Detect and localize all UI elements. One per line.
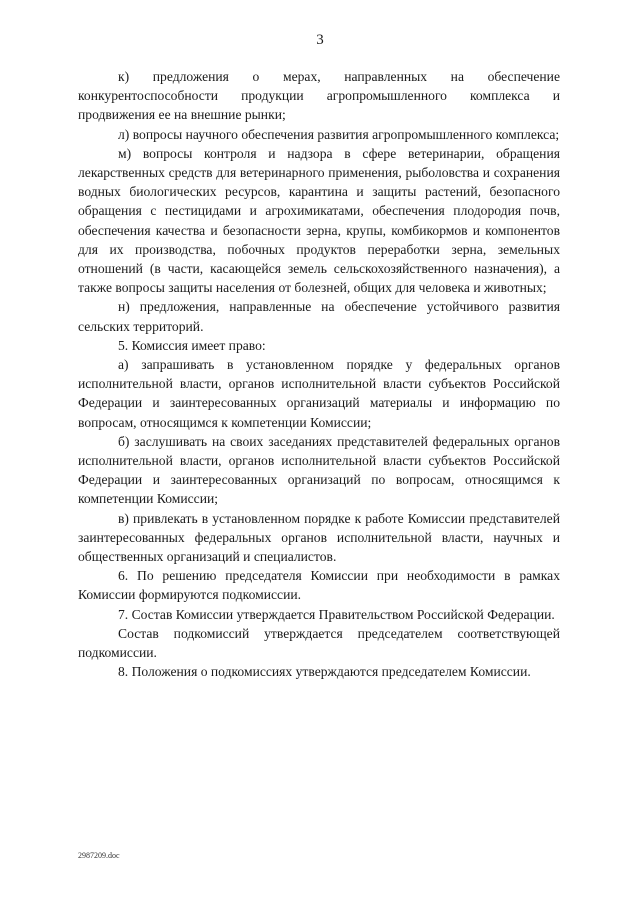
paragraph-subcommission-composition: Состав подкомиссий утверждается председателем соответствующей подкомиссии. [78, 625, 560, 661]
paragraph-n: н) предложения, направленные на обеспечение устойчивого развития сельских территорий. [78, 299, 560, 334]
paragraph-m: м) вопросы контроля и надзора в сфере ветеринарии, обращения лекарственных средств для ветеринарного применения, рыболовства и сохранения водных биологических ресурсов, карантина и защиты растений, безопасного обращения с пестицидами и агрохимикатами, обеспечения плодородия почв, обеспечения качества и безопасности зерна, крупы, комбикормов и компонентов для их производства, побочных продуктов переработки зерна, земельных отношений (в части, касающейся земель сельскохозяйственного назначения), а также вопросы защиты населения от болезней, общих для человека и животных; [78, 145, 560, 296]
paragraph-k: к) предложения о мерах, направленных на обеспечение конкурентоспособности продукции агропромышленного комплекса и продвижения ее на внешние рынки; [78, 69, 560, 123]
paragraph-a: а) запрашивать в установленном порядке у федеральных органов исполнительной власти, органов исполнительной власти субъектов Российской Федерации и заинтересованных организаций материалы и информацию по вопросам, относящимся к компетенции Комиссии; [78, 357, 560, 430]
footer-filename: 2987209.doc [78, 851, 120, 860]
paragraph-item-5: 5. Комиссия имеет право: [118, 337, 266, 353]
paragraph-l: л) вопросы научного обеспечения развития агропромышленного комплекса; [118, 126, 560, 142]
paragraph-item-7: 7. Состав Комиссии утверждается Правительством Российской Федерации. [118, 606, 555, 622]
page-number: 3 [316, 32, 324, 48]
paragraph-v: в) привлекать в установленном порядке к работе Комиссии представителей заинтересованных федеральных органов исполнительной власти, научных и общественных организаций и специалистов. [78, 510, 560, 565]
paragraph-b: б) заслушивать на своих заседаниях представителей федеральных органов исполнительной власти, органов исполнительной власти субъектов Российской Федерации и заинтересованных организаций по вопросам, относящимся к компетенции Комиссии; [78, 433, 560, 507]
document-body [78, 67, 560, 682]
paragraph-item-6: 6. По решению председателя Комиссии при необходимости в рамках Комиссии формируются подкомиссии. [78, 568, 560, 603]
paragraph-item-8: 8. Положения о подкомиссиях утверждаются председателем Комиссии. [118, 664, 531, 680]
